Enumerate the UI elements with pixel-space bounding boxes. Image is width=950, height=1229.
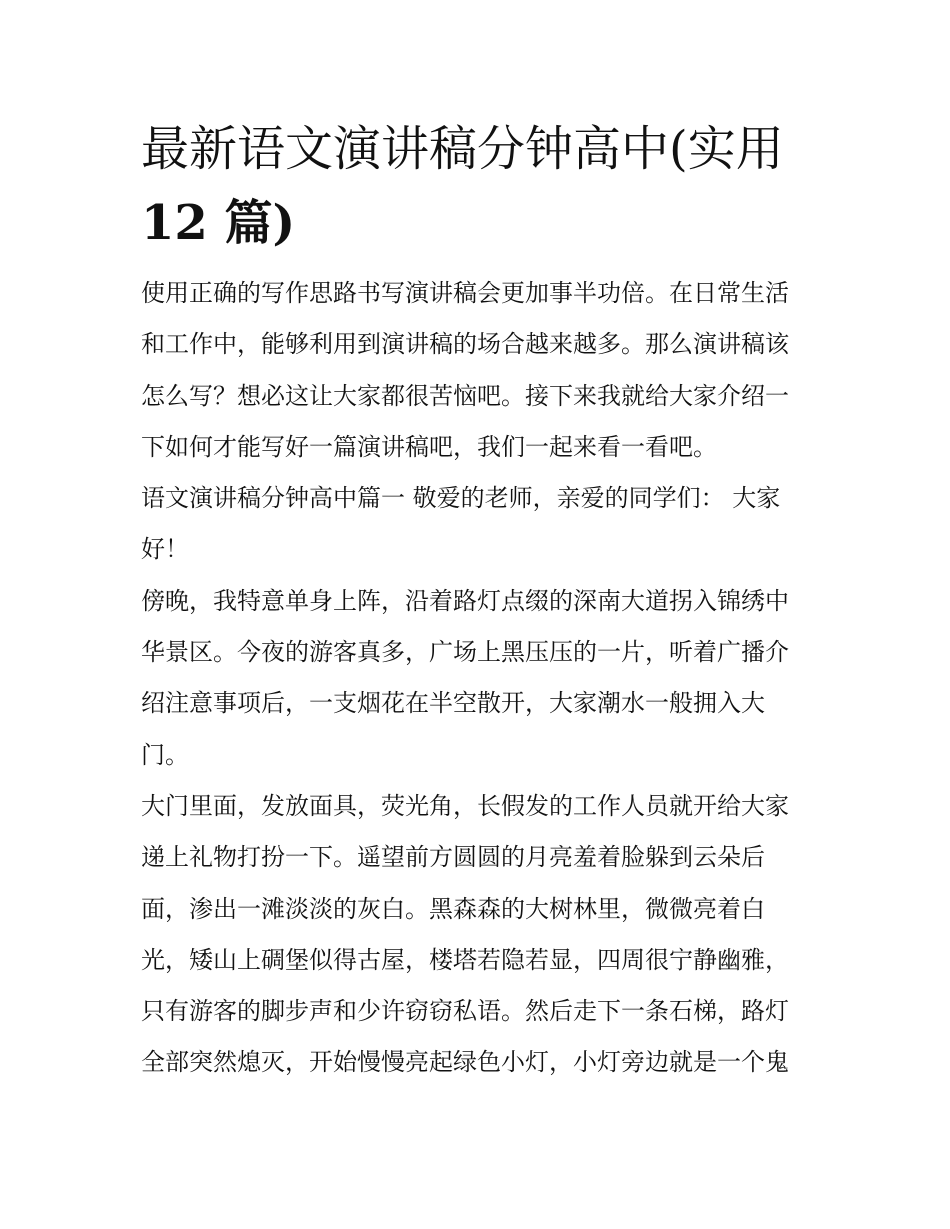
paragraph-line: 全部突然熄灭，开始慢慢亮起绿色小灯，小灯旁边就是一个鬼 — [141, 1048, 789, 1077]
paragraph-line: 华景区。今夜的游客真多，广场上黑压压的一片，听着广播介 — [141, 638, 789, 667]
document-body — [141, 112, 821, 1089]
paragraph-line: 好！ — [141, 535, 189, 564]
intro-paragraph — [141, 268, 821, 473]
paragraph-line: 递上礼物打扮一下。遥望前方圆圆的月亮羞着脸躲到云朵后 — [141, 843, 765, 872]
title-line-1: 最新语文演讲稿分钟高中(实用 — [141, 121, 784, 177]
paragraph-line: 门。 — [141, 740, 189, 769]
paragraph-line: 光，矮山上碉堡似得古屋，楼塔若隐若显，四周很宁静幽雅， — [141, 945, 789, 974]
paragraph-line: 只有游客的脚步声和少许窃窃私语。然后走下一条石梯，路灯 — [141, 997, 789, 1026]
evening-paragraph — [141, 576, 821, 781]
gate-paragraph — [141, 781, 821, 1089]
paragraph-line: 下如何才能写好一篇演讲稿吧，我们一起来看一看吧。 — [141, 432, 717, 461]
document-title — [141, 112, 821, 260]
paragraph-line: 傍晚，我特意单身上阵，沿着路灯点缀的深南大道拐入锦绣中 — [141, 586, 789, 615]
paragraph-line: 面，渗出一滩淡淡的灰白。黑森森的大树林里，微微亮着白 — [141, 894, 765, 923]
paragraph-line: 和工作中，能够利用到演讲稿的场合越来越多。那么演讲稿该 — [141, 330, 789, 359]
paragraph-line: 绍注意事项后，一支烟花在半空散开，大家潮水一般拥入大 — [141, 689, 765, 718]
paragraph-line: 语文演讲稿分钟高中篇一 敬爱的老师，亲爱的同学们： 大家 — [141, 484, 781, 513]
paragraph-line: 使用正确的写作思路书写演讲稿会更加事半功倍。在日常生活 — [141, 279, 789, 307]
greeting-paragraph — [141, 473, 821, 576]
paragraph-line: 大门里面，发放面具，荧光角，长假发的工作人员就开给大家 — [141, 791, 789, 820]
title-line-2: 12 篇) — [141, 195, 296, 251]
paragraph-line: 怎么写？想必这让大家都很苦恼吧。接下来我就给大家介绍一 — [141, 381, 789, 410]
